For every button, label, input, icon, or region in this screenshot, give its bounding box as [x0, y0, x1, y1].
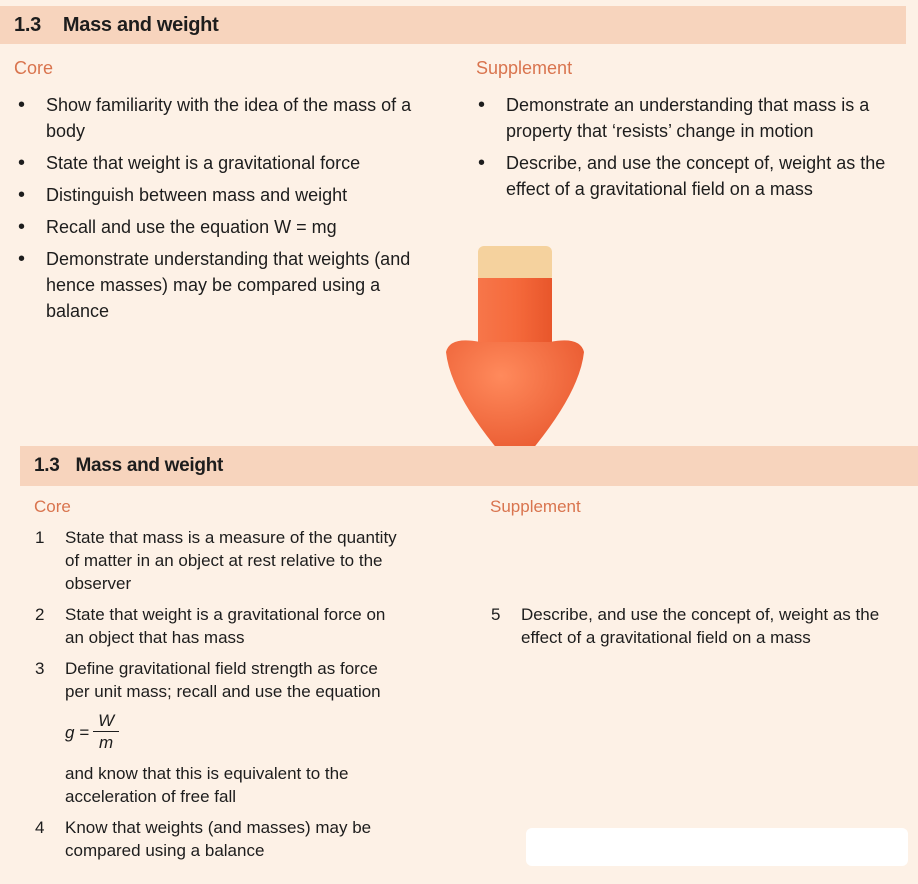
top-section-number: 1.3 — [14, 13, 41, 36]
bottom-section-title: Mass and weight — [75, 455, 224, 476]
list-item: • Recall and use the equation W = mg — [18, 216, 337, 238]
equation: g = $\frac{W}{m}$ — [65, 711, 405, 754]
list-item: • Show familiarity with the idea of the mass of a body — [18, 94, 412, 141]
list-item: 1 State that mass is a measure of the quantity of matter in an object at rest relative to the observer — [35, 528, 397, 593]
top-supplement-list — [474, 92, 894, 208]
list-item: • State that weight is a gravitational force — [18, 152, 361, 174]
list-item: • Describe, and use the concept of, weight as the effect of a gravitational field on a mass — [478, 152, 886, 199]
top-core-list — [14, 92, 434, 330]
list-item: 4 Know that weights (and masses) may be compared using a balance — [35, 818, 372, 860]
top-section-banner — [0, 6, 906, 44]
list-item: 2 State that weight is a gravitational force on an object that has mass — [35, 605, 386, 647]
list-item: • Demonstrate understanding that weights (and hence masses) may be compared using a balance — [18, 248, 411, 321]
top-core-heading: Core — [14, 58, 54, 78]
blank-box — [526, 828, 908, 866]
fraction: $\frac{W}{m}$ — [93, 711, 119, 754]
top-section-title: Mass and weight — [62, 13, 219, 36]
bottom-supplement-heading: Supplement — [490, 497, 581, 516]
list-item: • Demonstrate an understanding that mass is a property that ‘resists’ change in motion — [478, 94, 870, 141]
bottom-core-heading: Core — [34, 497, 71, 516]
bottom-section-banner — [20, 446, 918, 486]
bottom-section-number: 1.3 — [34, 455, 60, 476]
top-supplement-heading: Supplement — [476, 58, 573, 78]
bottom-core-list — [35, 526, 405, 870]
list-item: 3 Define gravitational field strength as force per unit mass; recall and use the equation g = $\frac{W}{m}$ and know that this is equivalent to the acceleration of free fall — [35, 657, 405, 808]
bottom-supplement-list — [491, 603, 891, 657]
list-item: • Distinguish between mass and weight — [18, 184, 348, 206]
list-item: 5 Describe, and use the concept of, weight as the effect of a gravitational field on a mass — [491, 605, 880, 647]
down-arrow-icon — [440, 240, 590, 472]
